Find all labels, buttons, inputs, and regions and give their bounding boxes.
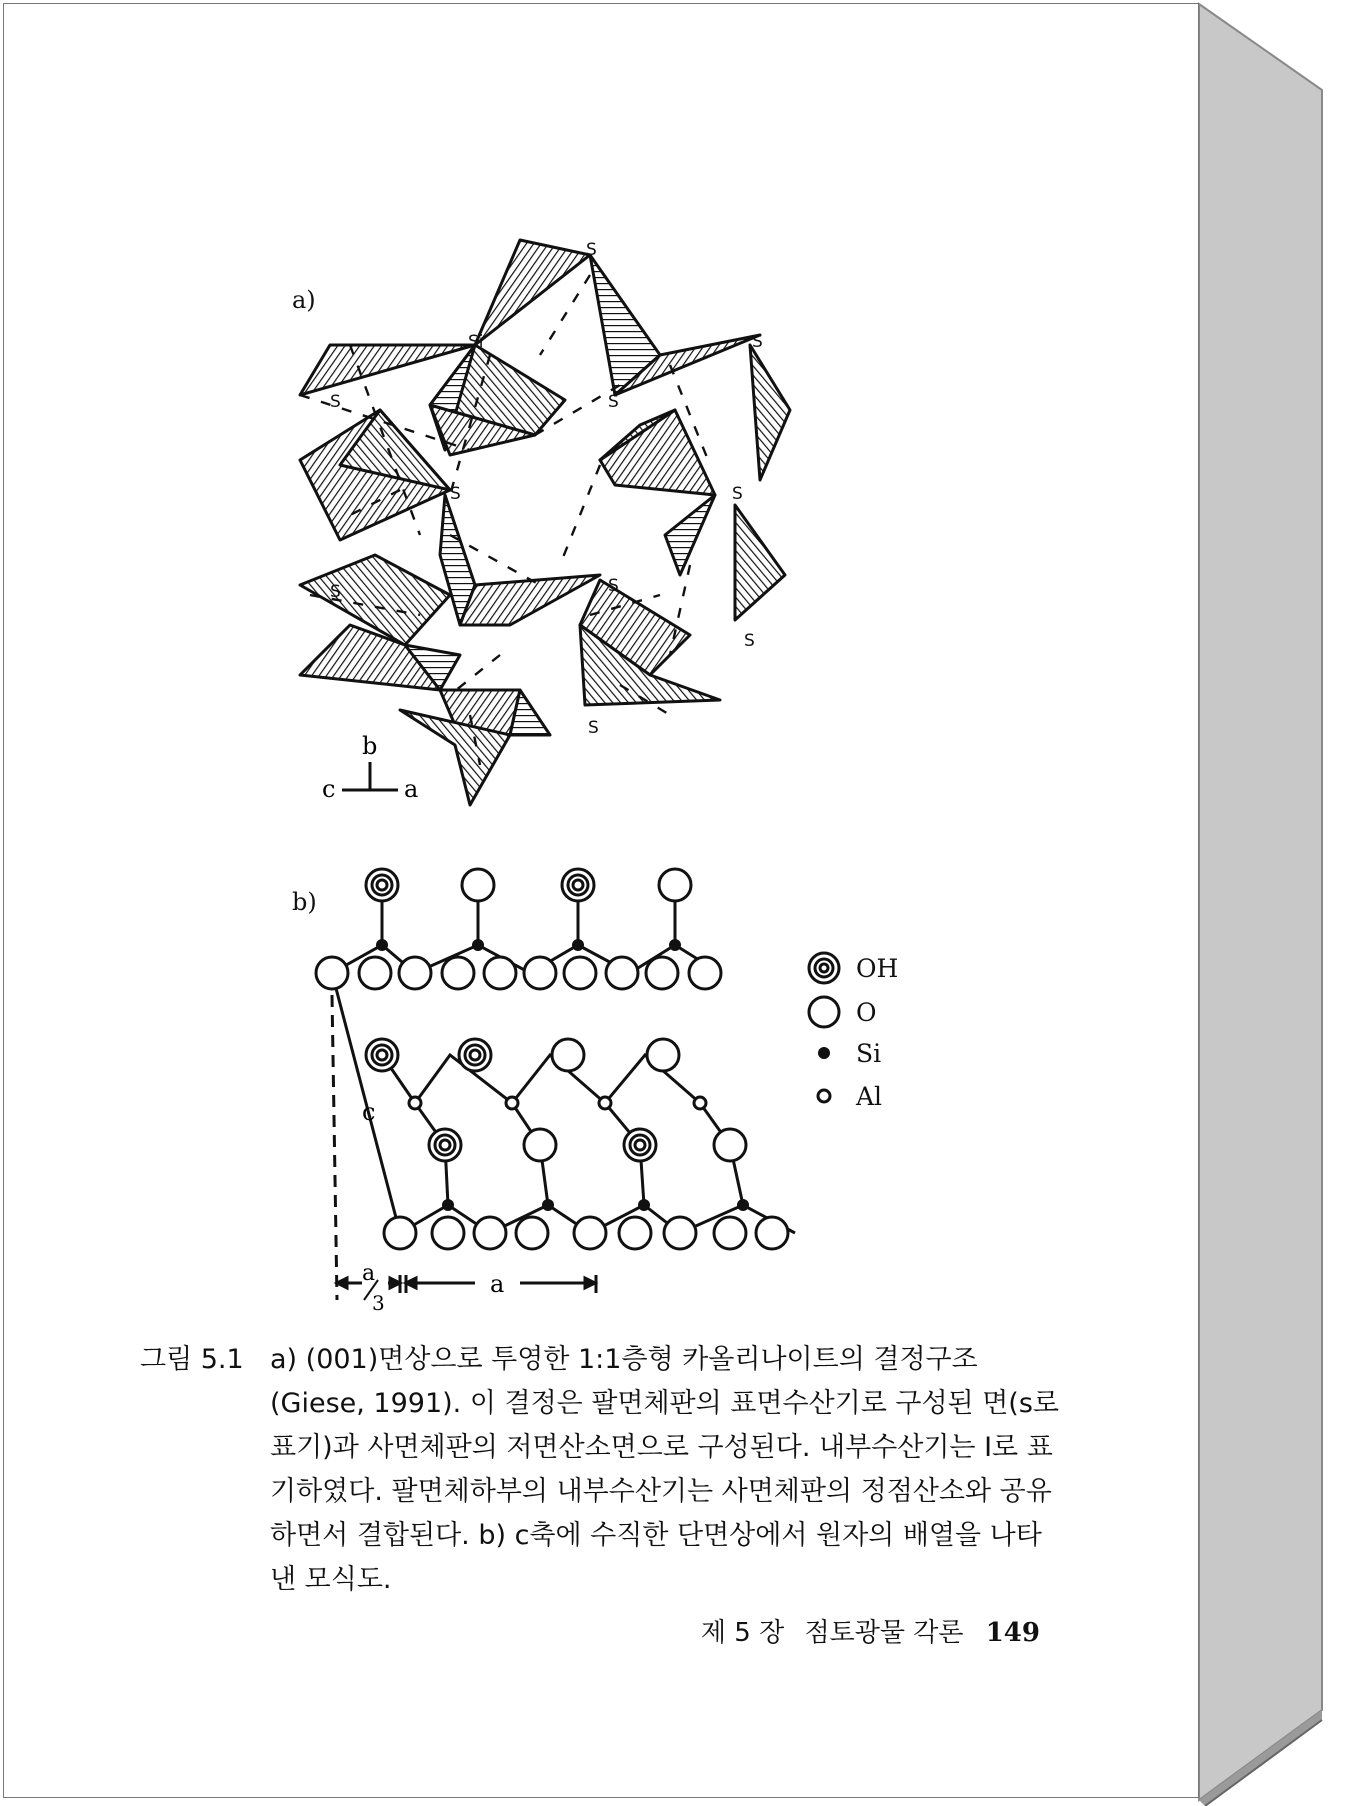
site-label-s: S (732, 484, 743, 504)
atomic-arrangement-diagram (300, 855, 820, 1315)
octahedron-face (475, 240, 590, 345)
dim-a-label: a (490, 1270, 505, 1298)
c-axis-label: c (362, 1098, 376, 1126)
aluminum-atom (694, 1097, 706, 1109)
legend-label-si: Si (856, 1039, 882, 1068)
aluminum-atom (506, 1097, 518, 1109)
silicon-atom (542, 1199, 554, 1211)
oxygen-atom (756, 1217, 788, 1249)
legend-al-icon (818, 1090, 830, 1102)
legend-o-icon (809, 997, 839, 1027)
site-label-s: S (330, 582, 341, 602)
silicon-atom (572, 939, 584, 951)
octahedron-face (300, 555, 450, 645)
figure-number: 그림 5.1 (140, 1344, 244, 1375)
octahedron-face (750, 345, 790, 480)
oxygen-atom (647, 1039, 679, 1071)
site-label-s: S (450, 484, 461, 504)
oxygen-atom (399, 957, 431, 989)
oxygen-atom (432, 1217, 464, 1249)
running-footer (700, 1612, 1040, 1649)
octahedron-face (735, 505, 785, 620)
silicon-atom (376, 939, 388, 951)
site-label-s: S (608, 576, 619, 596)
site-label-s: S (752, 332, 763, 352)
site-label-s: S (608, 392, 619, 412)
legend-si-icon (818, 1047, 830, 1059)
dashed-reference-line (332, 995, 337, 1300)
silicon-atom (442, 1199, 454, 1211)
axis-c-label: c (322, 775, 336, 802)
page-number: 149 (985, 1618, 1040, 1648)
oxygen-atom (564, 957, 596, 989)
legend-label-al: Al (856, 1082, 883, 1111)
silicon-atom (737, 1199, 749, 1211)
octahedron-face (665, 495, 715, 575)
oxygen-atom (384, 1217, 416, 1249)
oxygen-atom (689, 957, 721, 989)
oxygen-atom (714, 1217, 746, 1249)
aluminum-atom (409, 1097, 421, 1109)
oxygen-atom (516, 1217, 548, 1249)
panel-a-label: a) (292, 286, 316, 314)
oxygen-atom (442, 957, 474, 989)
oxygen-atom (316, 957, 348, 989)
oxygen-atom (474, 1217, 506, 1249)
legend-label-oh: OH (856, 954, 899, 983)
aluminum-atom (599, 1097, 611, 1109)
oxygen-atom (574, 1217, 606, 1249)
octahedron-face (460, 575, 600, 625)
dim-a-third-num: a (362, 1261, 376, 1286)
oxygen-atom (524, 957, 556, 989)
silicon-atom (638, 1199, 650, 1211)
silicon-atom (472, 939, 484, 951)
site-label-s: S (744, 631, 755, 651)
oxygen-atom (619, 1217, 651, 1249)
oxygen-atom (359, 957, 391, 989)
oxygen-atom (659, 869, 691, 901)
oxygen-atom (524, 1129, 556, 1161)
oxygen-atom (484, 957, 516, 989)
oxygen-atom (606, 957, 638, 989)
axis-b-label: b (362, 732, 378, 760)
panel-b-label: b) (292, 888, 317, 916)
site-label-s: S (588, 718, 599, 738)
chapter-label: 제 5 장 (700, 1618, 785, 1648)
oxygen-atom (462, 869, 494, 901)
oxygen-atom (646, 957, 678, 989)
site-label-si: Si (468, 332, 484, 352)
axis-triad (320, 722, 420, 802)
oxygen-atom (714, 1129, 746, 1161)
site-label-s: S (330, 392, 341, 412)
caption-text: a) (001)면상으로 투영한 1:1층형 카올리나이트의 결정구조 (Giese, 1991). 이 결정은 팔면체판의 표면수산기로 구성된 면(s로 표기)과 사면체판의 저면산소면으로 구성된다. 내부수산기는 I로 표기하였다. 팔면체하부의 내부수산기는 사면체판의 정점산소와 공유하면서 결합된다. b) c축에 수직한 단면상에서 원자의 배열을 나타낸 모식도. (270, 1344, 1059, 1595)
oxygen-atom (664, 1217, 696, 1249)
legend-label-o: O (856, 998, 877, 1027)
dim-a-third-den: 3 (372, 1291, 385, 1315)
chapter-title: 점토광물 각론 (804, 1618, 964, 1648)
site-label-s: S (586, 240, 597, 260)
silicon-atom (669, 939, 681, 951)
oxygen-atom (552, 1039, 584, 1071)
axis-a-label: a (404, 775, 419, 802)
